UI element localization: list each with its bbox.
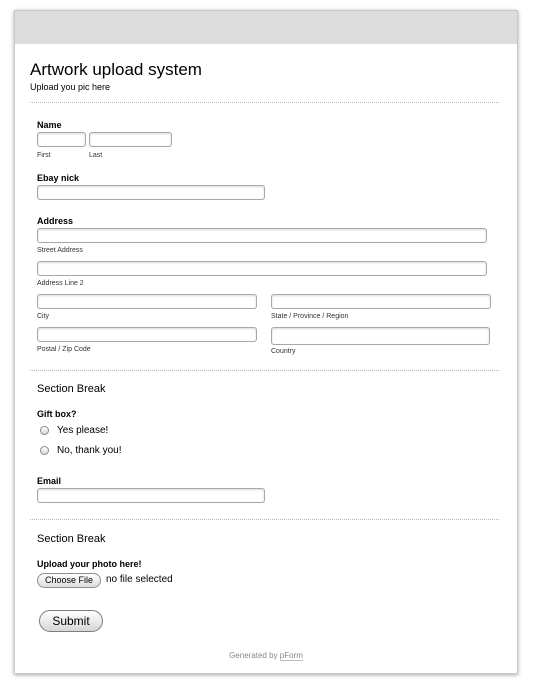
form-title: Artwork upload system (30, 60, 202, 79)
last-name-input[interactable] (89, 132, 172, 147)
last-name-sublabel: Last (89, 152, 103, 159)
city-input[interactable] (37, 294, 257, 309)
gift-no-label: No, thank you! (57, 445, 122, 456)
header-bar (15, 11, 517, 44)
email-input[interactable] (37, 488, 265, 503)
state-sublabel: State / Province / Region (271, 313, 349, 320)
gift-box-label: Gift box? (37, 409, 77, 419)
footer-credit (15, 651, 517, 660)
divider (30, 370, 499, 371)
footer-prefix: Generated by (229, 651, 280, 660)
gift-no-radio[interactable] (40, 446, 49, 455)
form-card (14, 10, 518, 674)
country-sublabel: Country (271, 348, 296, 355)
postal-code-input[interactable] (37, 327, 257, 342)
section-break-title: Section Break (37, 383, 106, 395)
city-sublabel: City (37, 313, 50, 320)
address-line2-input[interactable] (37, 261, 487, 276)
choose-file-button[interactable]: Choose File (37, 573, 101, 588)
name-label: Name (37, 120, 62, 130)
postal-code-sublabel: Postal / Zip Code (37, 346, 91, 353)
gift-yes-label: Yes please! (57, 425, 109, 436)
form-subtitle: Upload you pic here (30, 82, 111, 92)
upload-photo-label: Upload your photo here! (37, 559, 142, 569)
ebay-nick-input[interactable] (37, 185, 265, 200)
divider (30, 102, 499, 103)
street-address-sublabel: Street Address (37, 247, 83, 254)
email-label: Email (37, 476, 62, 486)
ebay-nick-label: Ebay nick (37, 173, 80, 183)
street-address-input[interactable] (37, 228, 487, 243)
submit-button[interactable]: Submit (39, 610, 103, 632)
address-label: Address (37, 216, 74, 226)
country-select[interactable] (271, 327, 490, 345)
first-name-sublabel: First (37, 152, 51, 159)
section-break-title: Section Break (37, 533, 106, 545)
gift-yes-radio[interactable] (40, 426, 49, 435)
divider (30, 519, 499, 520)
file-status-text: no file selected (106, 574, 173, 585)
first-name-input[interactable] (37, 132, 86, 147)
address-line2-sublabel: Address Line 2 (37, 280, 84, 287)
pform-link[interactable]: pForm (279, 651, 303, 660)
state-input[interactable] (271, 294, 491, 309)
